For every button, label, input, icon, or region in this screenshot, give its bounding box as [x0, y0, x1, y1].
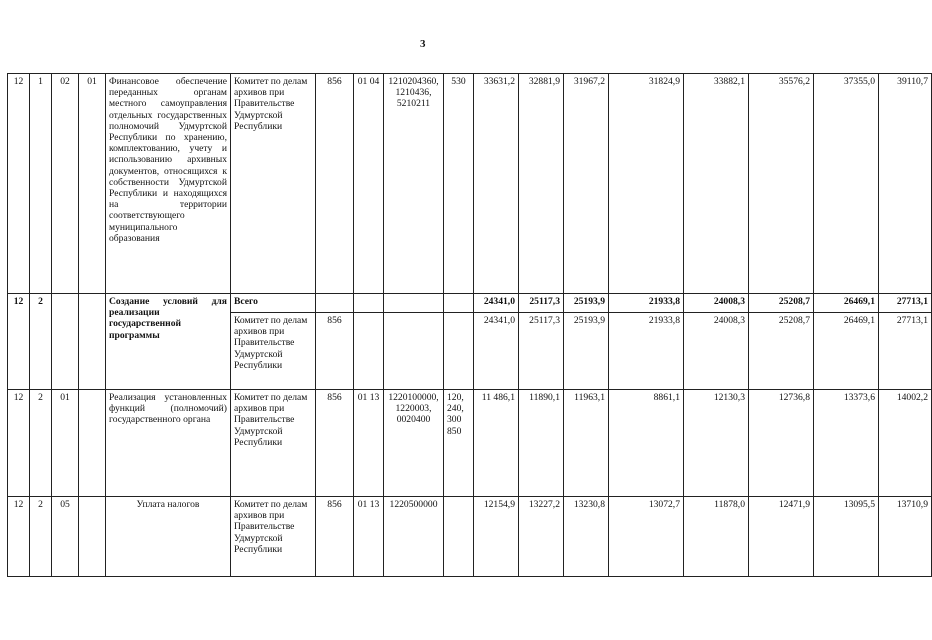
- m-cell: [79, 294, 106, 390]
- csr-cell: 1220100000, 1220003, 0020400: [384, 390, 444, 497]
- name-cell: Уплата налогов: [106, 497, 231, 577]
- page-number: 3: [420, 38, 426, 50]
- total-value-cell: 25193,9: [564, 294, 609, 313]
- vr-cell: 530: [444, 74, 474, 294]
- executor-cell: Комитет по делам архивов при Правительстве Удмуртской Республики: [231, 74, 316, 294]
- executor-cell: Комитет по делам архивов при Правительстве Удмуртской Республики: [231, 390, 316, 497]
- value-cell: 14002,2: [879, 390, 932, 497]
- executor-cell: Комитет по делам архивов при Правительстве Удмуртской Республики: [231, 497, 316, 577]
- table-row: [8, 497, 932, 577]
- value-cell: 25117,3: [519, 313, 564, 390]
- om-cell: 01: [52, 390, 79, 497]
- m-cell: [79, 497, 106, 577]
- vr-cell: [444, 294, 474, 313]
- gp-cell: 12: [8, 390, 30, 497]
- total-value-cell: 24341,0: [474, 294, 519, 313]
- value-cell: 24008,3: [684, 313, 749, 390]
- value-cell: 13072,7: [609, 497, 684, 577]
- pp-cell: 2: [30, 497, 52, 577]
- value-cell: 11890,1: [519, 390, 564, 497]
- csr-cell: 1220500000: [384, 497, 444, 577]
- om-cell: 02: [52, 74, 79, 294]
- value-cell: 27713,1: [879, 313, 932, 390]
- grbs-cell: 856: [316, 497, 354, 577]
- budget-table: [7, 73, 932, 577]
- value-cell: 11 486,1: [474, 390, 519, 497]
- rzpr-cell: [354, 294, 384, 313]
- grbs-cell: 856: [316, 313, 354, 390]
- total-value-cell: 25208,7: [749, 294, 814, 313]
- csr-cell: [384, 313, 444, 390]
- name-cell: Финансовое обеспечение переданных органам местного самоуправления отдельных государственных полномочий Удмуртской Республики по хранению, комплектованию, учету и использованию архивных документов, относящихся к собственности Удмуртской Республики и находящихся на территории соответствующего муниципального образования: [106, 74, 231, 294]
- rzpr-cell: 01 13: [354, 390, 384, 497]
- value-cell: 31967,2: [564, 74, 609, 294]
- m-cell: [79, 390, 106, 497]
- value-cell: 33882,1: [684, 74, 749, 294]
- value-cell: 12736,8: [749, 390, 814, 497]
- csr-cell: 1210204360, 1210436, 5210211: [384, 74, 444, 294]
- name-cell: Создание условий для реализации государственной программы: [106, 294, 231, 390]
- vr-cell: [444, 313, 474, 390]
- rzpr-cell: 01 13: [354, 497, 384, 577]
- grbs-cell: [316, 294, 354, 313]
- pp-cell: 2: [30, 294, 52, 390]
- table-row: [8, 390, 932, 497]
- value-cell: 25193,9: [564, 313, 609, 390]
- grbs-cell: 856: [316, 74, 354, 294]
- pp-cell: 2: [30, 390, 52, 497]
- table-row: [8, 294, 932, 313]
- value-cell: 26469,1: [814, 313, 879, 390]
- value-cell: 13227,2: [519, 497, 564, 577]
- value-cell: 12130,3: [684, 390, 749, 497]
- value-cell: 8861,1: [609, 390, 684, 497]
- om-cell: [52, 294, 79, 390]
- om-cell: 05: [52, 497, 79, 577]
- vr-cell: [444, 497, 474, 577]
- rzpr-cell: 01 04: [354, 74, 384, 294]
- pp-cell: 1: [30, 74, 52, 294]
- value-cell: 33631,2: [474, 74, 519, 294]
- m-cell: 01: [79, 74, 106, 294]
- value-cell: 21933,8: [609, 313, 684, 390]
- value-cell: 31824,9: [609, 74, 684, 294]
- value-cell: 13095,5: [814, 497, 879, 577]
- value-cell: 35576,2: [749, 74, 814, 294]
- value-cell: 13230,8: [564, 497, 609, 577]
- value-cell: 25208,7: [749, 313, 814, 390]
- total-value-cell: 24008,3: [684, 294, 749, 313]
- gp-cell: 12: [8, 74, 30, 294]
- value-cell: 11963,1: [564, 390, 609, 497]
- table-row: [8, 74, 932, 294]
- total-value-cell: 25117,3: [519, 294, 564, 313]
- value-cell: 12154,9: [474, 497, 519, 577]
- gp-cell: 12: [8, 497, 30, 577]
- value-cell: 12471,9: [749, 497, 814, 577]
- vr-cell: 120, 240, 300 850: [444, 390, 474, 497]
- total-value-cell: 26469,1: [814, 294, 879, 313]
- name-cell: Реализация установленных функций (полномочий) государственного органа: [106, 390, 231, 497]
- csr-cell: [384, 294, 444, 313]
- value-cell: 11878,0: [684, 497, 749, 577]
- value-cell: 32881,9: [519, 74, 564, 294]
- value-cell: 39110,7: [879, 74, 932, 294]
- gp-cell: 12: [8, 294, 30, 390]
- total-label-cell: Всего: [231, 294, 316, 313]
- grbs-cell: 856: [316, 390, 354, 497]
- value-cell: 37355,0: [814, 74, 879, 294]
- rzpr-cell: [354, 313, 384, 390]
- total-value-cell: 27713,1: [879, 294, 932, 313]
- value-cell: 24341,0: [474, 313, 519, 390]
- total-value-cell: 21933,8: [609, 294, 684, 313]
- value-cell: 13373,6: [814, 390, 879, 497]
- executor-cell: Комитет по делам архивов при Правительстве Удмуртской Республики: [231, 313, 316, 390]
- value-cell: 13710,9: [879, 497, 932, 577]
